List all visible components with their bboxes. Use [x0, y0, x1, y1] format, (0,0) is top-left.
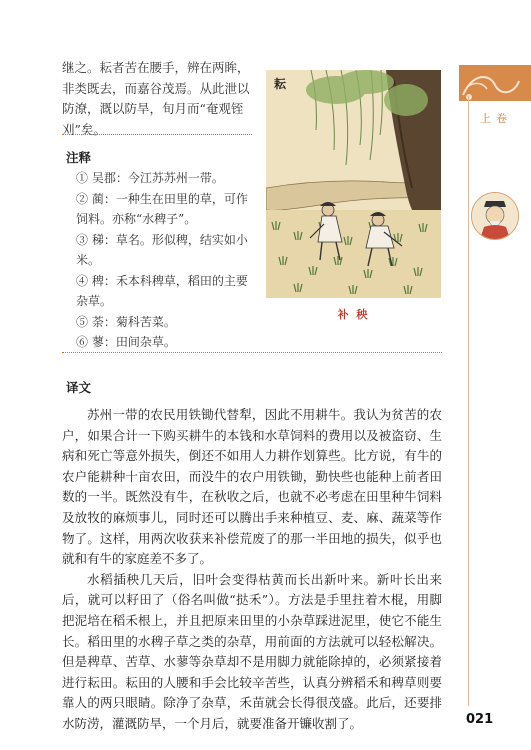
scroll-ornament-icon [459, 65, 531, 105]
margin-line [468, 96, 469, 706]
notes-list [76, 168, 254, 353]
weeding-scene-image [266, 70, 441, 298]
note-item: ④ 稗：禾本科稗草，稻田的主要杂草。 [76, 273, 248, 308]
note-item: ⑤ 荼：菊科苦菜。 [76, 314, 176, 329]
divider-middle [62, 352, 442, 353]
side-decoration [459, 65, 531, 705]
note-item: ② 蔺：一种生在田里的草，可作饲料。亦称“水稗子”。 [76, 191, 248, 226]
note-item: ③ 稊：草名。形似稗，结实如小米。 [76, 232, 248, 267]
translation-title: 译文 [66, 380, 92, 395]
illustration-caption: 补 秧 [337, 308, 370, 321]
note-item: ① 吴郡：今江苏苏州一带。 [76, 171, 224, 185]
volume-label: 上卷 [480, 112, 512, 125]
scholar-portrait-icon [471, 192, 519, 240]
translation-body [62, 405, 442, 735]
top-paragraph: 继之。耘者苦在腰手，辨在两眸，非类既去，而嘉谷茂焉。从此泄以防潦，溉以防旱，旬月而“奄观铚刈”矣。 [62, 60, 250, 137]
note-item: ⑥ 蓼：田间杂草。 [76, 335, 176, 349]
notes-title: 注释 [66, 150, 92, 165]
page-number: 021 [466, 712, 494, 727]
illustration-label: 耘 [274, 77, 287, 91]
farming-illustration [266, 70, 441, 298]
translation-paragraph: 水稻插秧几天后，旧叶会变得枯黄而长出新叶来。新叶长出来后，就可以耔田了（俗名叫做“挞禾”）。方法是手里拄着木棍，用脚把泥培在稻禾根上，并且把原来田里的小杂草踩进泥里，使它不能生长。稻田里的水稗子草之类的杂草，用前面的方法就可以轻松解决。但是稗草、苦草、水蓼等杂草却不是用脚力就能除掉的，必须紧接着进行耘田。耘田的人腰和手会比较辛苦些，认真分辨稻禾和稗草则要靠人的两只眼睛。除净了杂草，禾苗就会长得很茂盛。此后，还要排水防涝，灌溉防旱，一个月后，就要准备开镰收割了。 [62, 571, 442, 731]
translation-paragraph: 苏州一带的农民用铁锄代替犁，因此不用耕牛。我认为贫苦的农户，如果合计一下购买耕牛的本钱和水草饲料的费用以及被盗窃、生病和死亡等意外损失，倒还不如用人力耕作划算些。比方说，有牛的农户能耕种十亩农田，而没牛的农户用铁锄，勤快些也能种上前者田数的一半。既然没有牛，在秋收之后，也就不必考虑在田里种牛饲料及放牧的麻烦事儿，同时还可以腾出手来种植豆、麦、麻、蔬菜等作物了。这样，用两次收获来补偿荒废了的那一半田地的损失，似乎也就和有牛的家庭差不多了。 [62, 407, 442, 567]
divider-top [62, 134, 252, 135]
